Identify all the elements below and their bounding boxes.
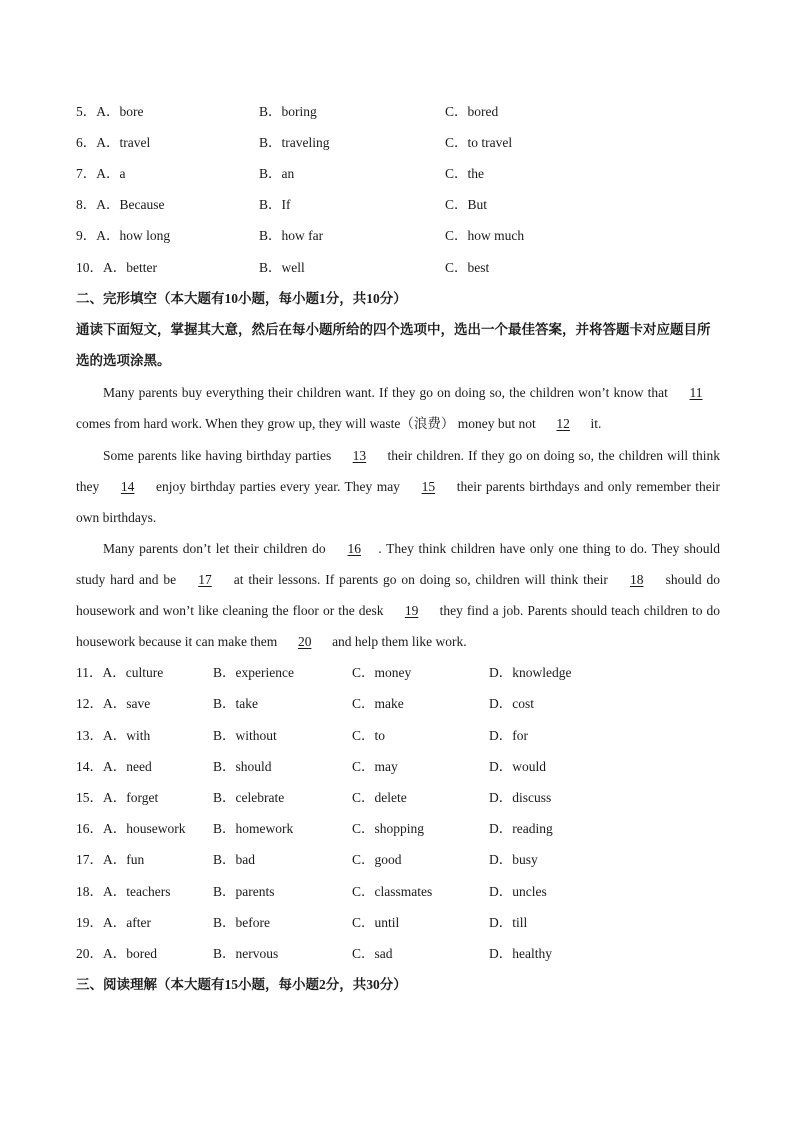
option-b: B．experience <box>213 665 294 680</box>
option-c: C．make <box>352 696 404 711</box>
question-13-options <box>76 726 726 746</box>
question-15-options <box>76 788 726 808</box>
option-b: B．nervous <box>213 946 279 961</box>
option-b: B．parents <box>213 884 275 899</box>
option-c: C．may <box>352 759 398 774</box>
option-c: C．until <box>352 915 400 930</box>
option-c: C．to travel <box>445 135 513 150</box>
option-b: B．boring <box>259 104 317 119</box>
option-c: C．to <box>352 728 386 743</box>
option-c: C．best <box>445 260 490 275</box>
question-10-options <box>76 258 726 278</box>
option-d: D．would <box>489 759 546 774</box>
option-a: 9．A．how long <box>76 228 171 243</box>
section-3-heading: 三、阅读理解（本大题有15小题，每小题2分，共30分） <box>76 977 407 992</box>
question-17-options <box>76 850 726 870</box>
option-d: D．discuss <box>489 790 552 805</box>
question-7-options <box>76 164 726 184</box>
blank-14: 14 <box>120 479 135 494</box>
question-12-options <box>76 694 726 714</box>
option-b: B．without <box>213 728 277 743</box>
option-c: C．the <box>445 166 484 181</box>
blank-19: 19 <box>404 603 419 618</box>
option-d: D．reading <box>489 821 553 836</box>
blank-18: 18 <box>629 572 644 587</box>
option-c: C．how much <box>445 228 525 243</box>
option-a: 12．A．save <box>76 696 151 711</box>
option-b: B．take <box>213 696 258 711</box>
option-a: 15．A．forget <box>76 790 159 805</box>
option-c: C．shopping <box>352 821 425 836</box>
passage-paragraph-2: Some parents like having birthday parties 13 their children. If they go on doing so, the children will think they 14 enjoy birthday parties every year. They may 15 their parents birthdays and only remember their own birthdays. <box>76 440 720 533</box>
option-d: D．till <box>489 915 528 930</box>
option-b: B．If <box>259 197 291 212</box>
option-a: 6．A．travel <box>76 135 151 150</box>
option-a: 7．A．a <box>76 166 126 181</box>
question-6-options <box>76 133 726 153</box>
option-a: 13．A．with <box>76 728 151 743</box>
option-a: 16．A．housework <box>76 821 186 836</box>
question-18-options <box>76 882 726 902</box>
question-14-options <box>76 757 726 777</box>
question-8-options <box>76 195 726 215</box>
option-a: 11．A．culture <box>76 665 164 680</box>
passage-paragraph-1: Many parents buy everything their children want. If they go on doing so, the children won’t know that 11 comes from hard work. When they grow up, they will waste（浪费） money but not 12 it. <box>76 377 720 439</box>
option-a: 19．A．after <box>76 915 151 930</box>
blank-16: 16 <box>347 541 362 556</box>
section-2-heading: 二、完形填空（本大题有10小题，每小题1分，共10分） <box>76 291 407 306</box>
option-b: B．an <box>259 166 295 181</box>
question-16-options <box>76 819 726 839</box>
option-c: C．sad <box>352 946 393 961</box>
option-c: C．money <box>352 665 412 680</box>
option-b: B．should <box>213 759 272 774</box>
option-a: 10．A．better <box>76 260 157 275</box>
option-c: C．bored <box>445 104 499 119</box>
option-d: D．knowledge <box>489 665 572 680</box>
question-11-options <box>76 663 726 683</box>
option-d: D．cost <box>489 696 534 711</box>
option-a: 20．A．bored <box>76 946 157 961</box>
option-c: C．good <box>352 852 402 867</box>
question-9-options <box>76 226 726 246</box>
question-19-options <box>76 913 726 933</box>
option-b: B．celebrate <box>213 790 285 805</box>
option-c: C．delete <box>352 790 407 805</box>
option-a: 8．A．Because <box>76 197 165 212</box>
option-d: D．healthy <box>489 946 552 961</box>
passage-paragraph-3: Many parents don’t let their children do 16 . They think children have only one thing to do. They should study hard and be 17 at their lessons. If parents go on doing so, children will think their 18 should do housework and won’t like cleaning the floor or the desk 19 they find a job. Parents should teach children to do housework because it can make them 20 and help them like work. <box>76 533 720 657</box>
option-a: 14．A．need <box>76 759 152 774</box>
option-b: B．how far <box>259 228 324 243</box>
option-b: B．bad <box>213 852 255 867</box>
option-b: B．before <box>213 915 270 930</box>
blank-11: 11 <box>689 385 703 400</box>
option-d: D．for <box>489 728 528 743</box>
blank-12: 12 <box>556 416 570 431</box>
blank-13: 13 <box>352 448 367 463</box>
blank-20: 20 <box>297 634 312 649</box>
option-d: D．uncles <box>489 884 547 899</box>
option-a: 18．A．teachers <box>76 884 171 899</box>
option-b: B．homework <box>213 821 294 836</box>
blank-15: 15 <box>421 479 436 494</box>
option-a: 5．A．bore <box>76 104 144 119</box>
option-d: D．busy <box>489 852 538 867</box>
blank-17: 17 <box>198 572 212 587</box>
option-c: C．But <box>445 197 488 212</box>
question-20-options <box>76 944 726 964</box>
option-b: B．traveling <box>259 135 330 150</box>
section-2-instruction: 通读下面短文，掌握其大意，然后在每小题所给的四个选项中，选出一个最佳答案，并将答题卡对应题目所选的选项涂黑。 <box>76 322 711 368</box>
option-a: 17．A．fun <box>76 852 145 867</box>
question-5-options <box>76 102 726 122</box>
option-b: B．well <box>259 260 305 275</box>
option-c: C．classmates <box>352 884 433 899</box>
